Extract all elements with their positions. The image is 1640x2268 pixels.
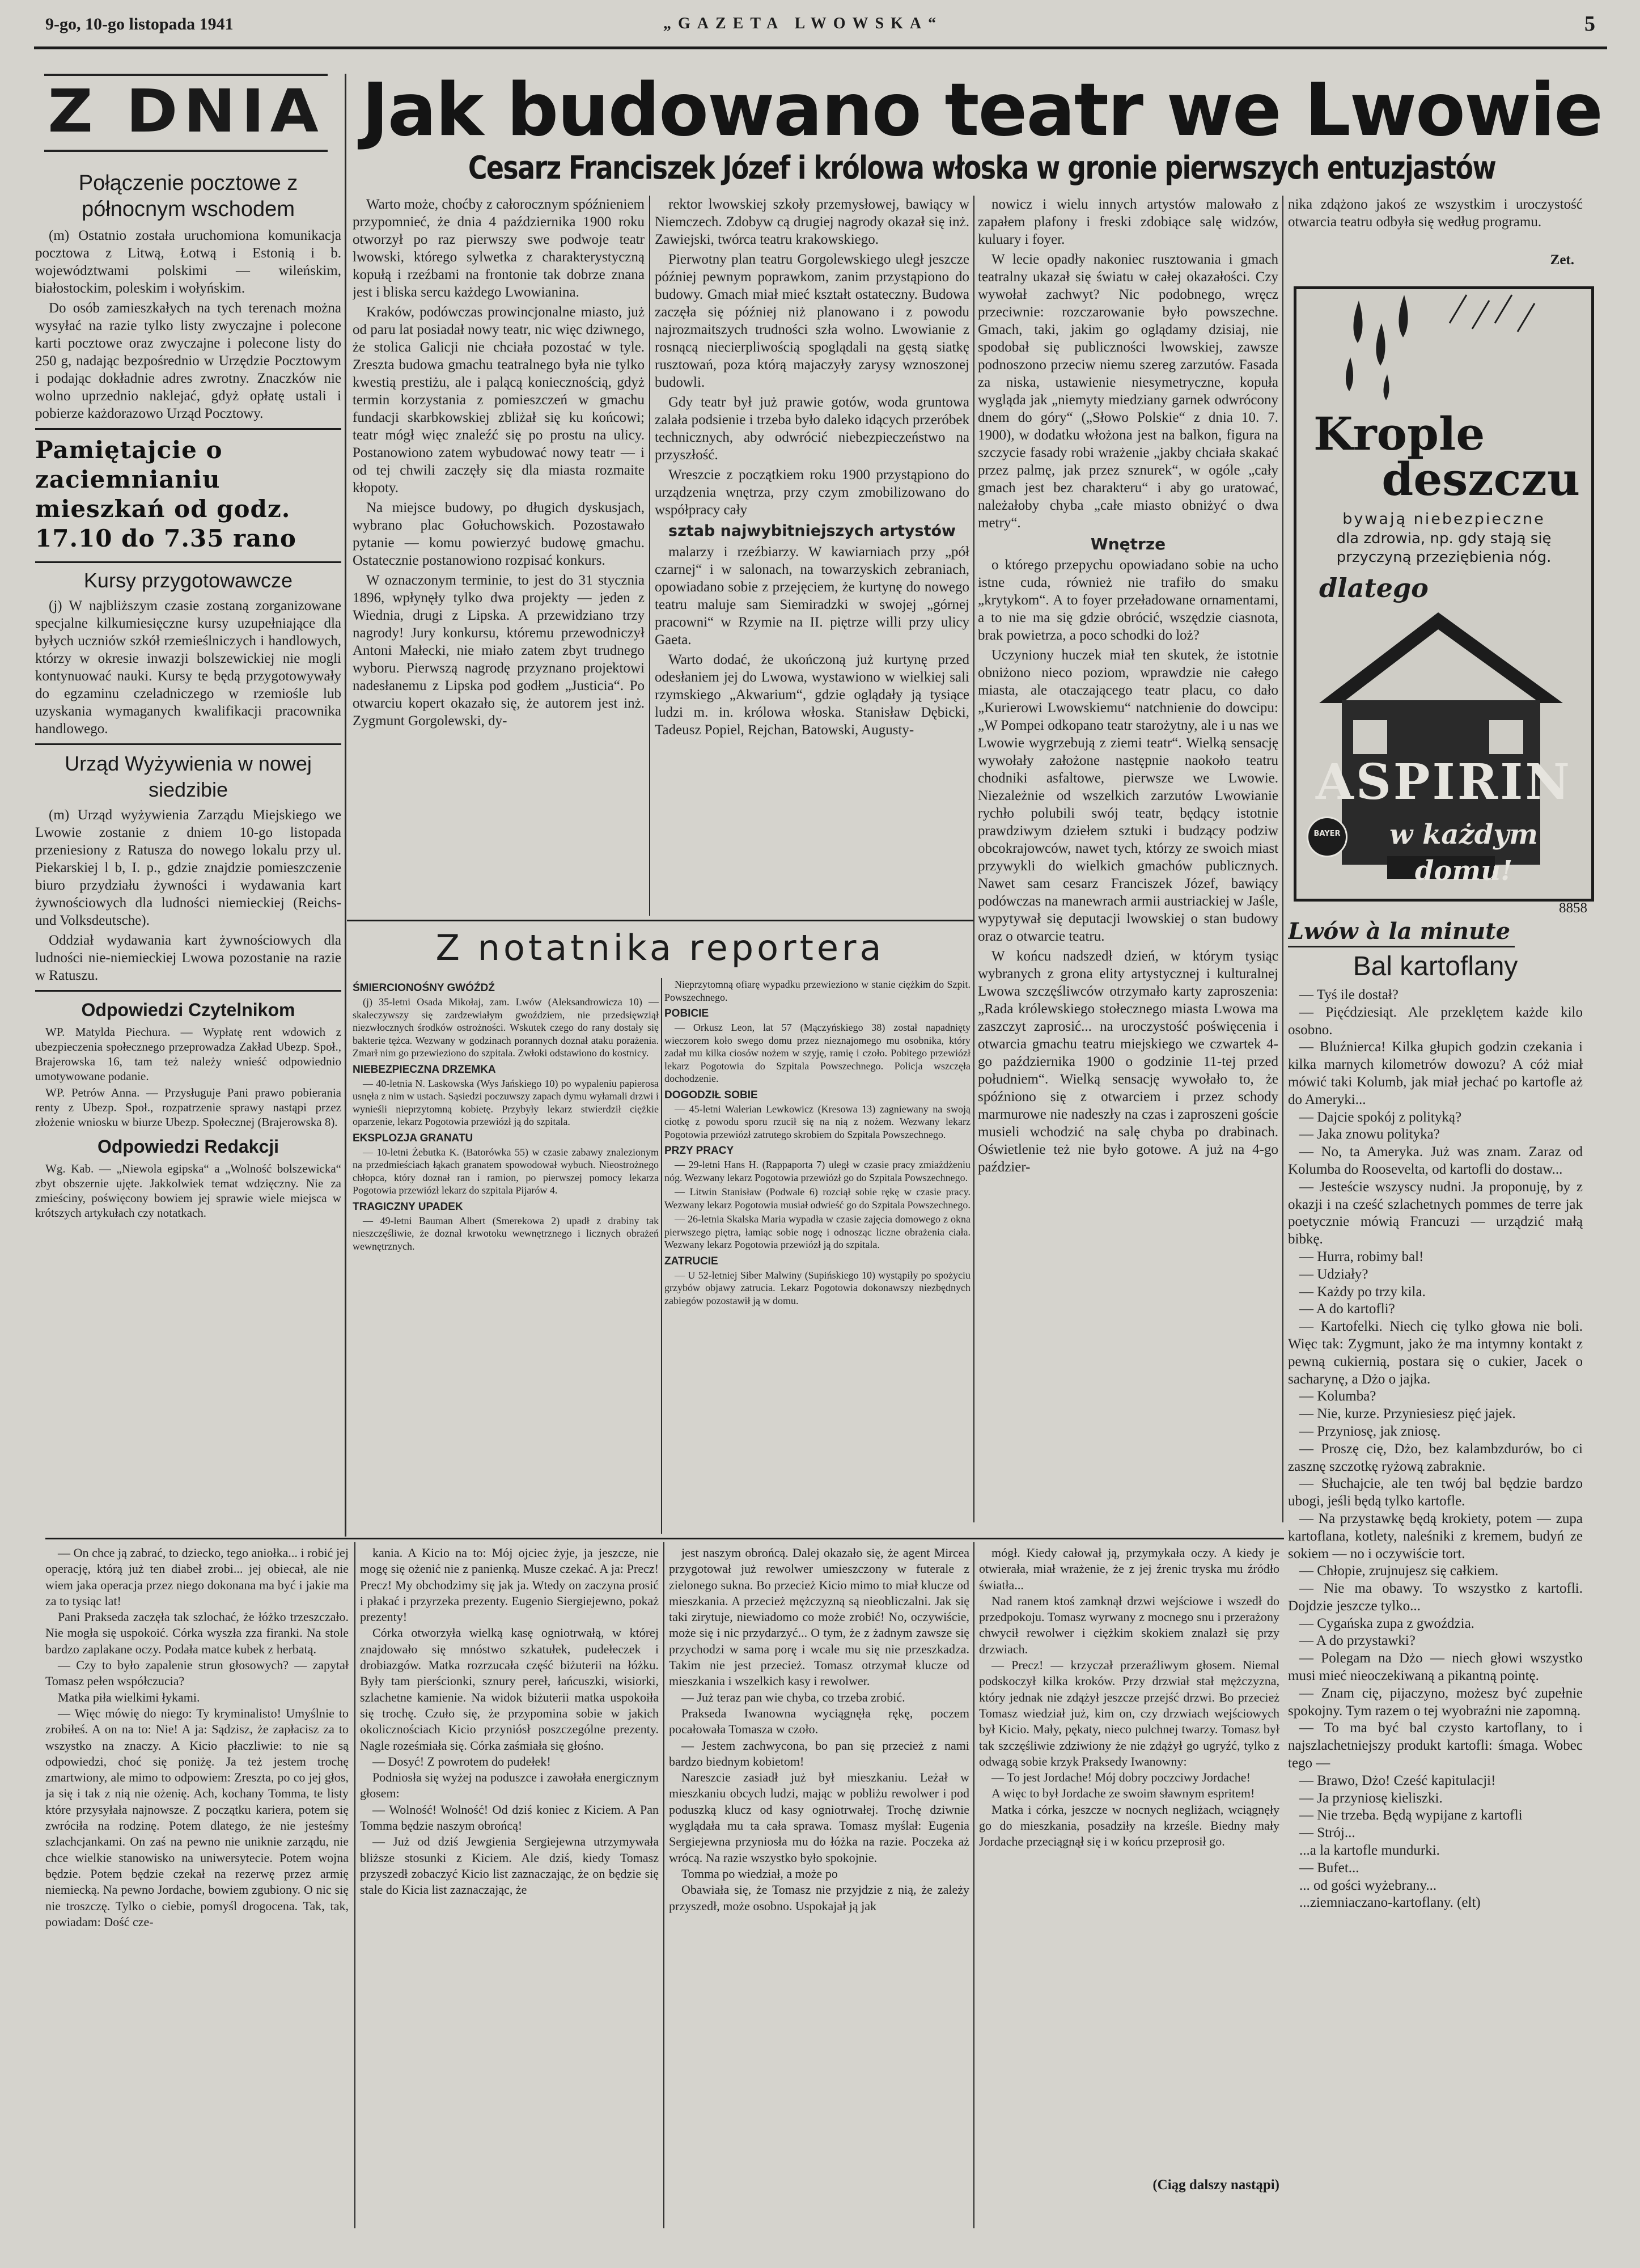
dialogue-line: ...a la kartofle mundurki. bbox=[1299, 1843, 1440, 1859]
serial-top-rule bbox=[45, 1538, 1284, 1539]
column-rule bbox=[345, 74, 346, 1537]
courses-headline: Kursy przygotowawcze bbox=[83, 569, 293, 592]
ad-brand: ASPIRIN bbox=[1315, 754, 1573, 811]
lead-col3-p1: nowicz i wielu innych artystów malowało z zapałem plafony i freski zdobiące salę widzów, kuluary i foyer. bbox=[978, 197, 1278, 247]
dialogue-line: — Brawo, Dżo! Cześć kapitulacji! bbox=[1299, 1772, 1496, 1788]
dialogue-line: — Jaka znowu polityka? bbox=[1299, 1127, 1440, 1143]
ad-line-3: przyczyną przeziębienia nóg. bbox=[1336, 549, 1552, 566]
dialogue-line: — No, ta Ameryka. Już was znam. Zaraz od Kolumba do Roosevelta, od kartofli do dostaw... bbox=[1288, 1144, 1583, 1177]
serial-c3-p7: Obawiała się, że Tomasz nie przyjdzie z nią, że zależy przyszedł, może osobno. Uspokajał ją jak bbox=[669, 1882, 969, 1913]
column-rule bbox=[661, 978, 662, 1534]
lead-column-2 bbox=[655, 196, 969, 916]
dialogue-line: — Jesteście wszyscy nudni. Ja proponuję, by z okazji i na cześć szlachetnych pommes de terre jak poetycznie mówią Francuzi — urządzić małą bibkę. bbox=[1288, 1179, 1583, 1247]
dialogue-line: — Nie trzeba. Będą wypijane z kartofli bbox=[1299, 1808, 1523, 1823]
dialogue-line: — Przyniosę, jak zniosę. bbox=[1299, 1423, 1441, 1439]
food-office-text-1: (m) Urząd wyżywienia Zarządu Miejskiego we Lwowie zostanie z dniem 10-go listopada przeniesiony z Ratusza do nowego lokalu przy ul. Piekarskiej l b, I. p., gdzie znajdzie pomieszczenie biuro przydziału żywności i wydawania kart żywnościowych dla ludności niemieckiej (Reichs- und Volksdeutsche). bbox=[35, 807, 341, 928]
report-heading: TRAGICZNY UPADEK bbox=[353, 1200, 463, 1213]
dialogue-line: — Znam cię, pijaczyno, możesz być zupełnie spokojny. Tym razem o tej wyobraźni nie zapomną. bbox=[1288, 1685, 1583, 1719]
report-text: — 49-letni Bauman Albert (Smerekowa 2) upadł z drabiny tak nieszczęśliwie, że doznał krwotoku wewnętrznego i licznych obrażeń wewnętrznych. bbox=[353, 1215, 659, 1252]
report-text: — Orkusz Leon, lat 57 (Mączyńskiego 38) został napadnięty wieczorem koło swego domu przez nieznajomego mu osobnika, który zadał mu kilka ciosów nożem w szyję, ramię i czoło. Pobitego przewiózł lekarz Pogotowia do Szpitala Powszechnego. Policja wszczęła dochodzenie. bbox=[664, 1022, 971, 1084]
serial-c2-p3: — Dosyć! Z powrotem do pudełek! bbox=[372, 1754, 551, 1768]
courses-text: (j) W najbliższym czasie zostaną zorganizowane specjalne kilkumiesięczne kursy uzupełniające dla byłych uczniów szkół rzemieślniczych i handlowych, którzy w okresie inwazji bolszewickiej nie mogli kontynuować nauki. Kursy te będą przygotowywały do egzaminu czeladniczego w rzemiośle lub uzyskania wymaganych kwalifikacji pracownika handlowego. bbox=[35, 598, 341, 737]
lead-col2-p1: rektor lwowskiej szkoły przemysłowej, bawiący w Niemczech. Zdobyw cą drugiej nagrody okazał się inż. Zawiejski, twórca teatru krakowskiego. bbox=[655, 197, 969, 247]
issue-date: 9-go, 10-go listopada 1941 bbox=[45, 15, 234, 33]
column-rule bbox=[649, 196, 650, 916]
lead-col2-p2: Pierwotny plan teatru Gorgolewskiego uległ jeszcze później pewnym poprawkom, zanim przystąpiono do budowy. Gmach miał mieć kształt ostateczny. Budowa zaczęła się później niż planowano i z powodu najrozmaitszych trudności szła wolno. Lwowianie z rosnącą niecierpliwością spoglądali na gęstą siatkę rusztowań, poza którą majaczyły zarysy wznoszonej budowli. bbox=[655, 252, 969, 390]
dialogue-line: — Dajcie spokój z polityką? bbox=[1299, 1109, 1462, 1125]
report-heading: PRZY PRACY bbox=[664, 1145, 734, 1157]
lead-column-3 bbox=[978, 196, 1278, 1525]
dialogue-line: — Bluźnierca! Kilka głupich godzin czekania i kilka marnych kilometrów dowozu? A cóż miał mówić taki Kolumb, jak miał jechać po kartofle aż do Ameryki... bbox=[1288, 1039, 1583, 1107]
dialogue-line: — Hurra, robimy bal! bbox=[1299, 1249, 1424, 1264]
page-header bbox=[45, 10, 1599, 44]
dialogue-line: — Strój... bbox=[1299, 1825, 1355, 1841]
dialogue-line: — Cygańska zupa z gwoździa. bbox=[1299, 1615, 1474, 1631]
lead-col1-p3: Na miejsce budowy, po długich dyskusjach, wybrano plac Gołuchowskich. Pozostawało pytanie — komu powierzyć budowę gmachu. Ostatecznie postanowiono rozpisać konkurs. bbox=[353, 500, 645, 568]
report-heading: NIEBEZPIECZNA DRZEMKA bbox=[353, 1063, 496, 1076]
lead-col1-p1: Warto może, choćby z całorocznym spóźnieniem przypomnieć, że dnia 4 października 1900 roku otworzył po raz pierwszy swe podwoje teatr lwowski, którego sylwetka z charakterystyczną kopułą i rzeźbami na frontonie tak dobrze znana jest i bliska sercu każdego Lwowianina. bbox=[353, 197, 645, 300]
report-heading: POBICIE bbox=[664, 1008, 709, 1019]
serial-c4-p6: Matka i córka, jeszcze w nocnych negliżach, wciągnęły go do mieszkania, posadziły na krześle. Biedny mały Jordache przeciągnął się i w końcu przeprosił go. bbox=[979, 1802, 1279, 1849]
lead-col4-p1: nika zdążono jakoś ze wszystkim i uroczystość otwarcia teatru odbyła się według programu. bbox=[1288, 197, 1583, 230]
reporter-column-1 bbox=[353, 978, 659, 1534]
report-text: — Litwin Stanisław (Podwale 6) rozciął sobie rękę w czasie pracy. Wezwany lekarz Pogotowia musiał odwieść go do Szpitala Powszechnego. bbox=[664, 1186, 971, 1211]
report-text: — 10-letni Żebutka K. (Batorówka 55) w czasie zabawy znalezionym na przedmieściach łąkach granatem spowodował wybuch. Nieostrożnego chłopca, który doznał ran i ramion, po pierwszej pomocy lekarza Pogotowia przewiózł lekarz do szpitala Pijarów 4. bbox=[353, 1146, 659, 1196]
reader-replies-headline: Odpowiedzi Czytelnikom bbox=[81, 1000, 295, 1020]
postal-text-2: Do osób zamieszkałych na tych terenach można wysyłać na razie tylko listy zwyczajne i polecone karti pocztowe oraz zwyczajne i polecone listy do 250 g, nadając bezpośrednio w Urzędzie Pocztowym i podając dokładnie adres zwrotny. Znaczków nie wolno uprzednio naklejać, gdyż opłatę ustali i pobierze każdorazowo Urząd Pocztowy. bbox=[35, 301, 341, 421]
dialogue-line: — To ma być bal czysto kartoflany, to i najszlachetniejszy produkt kartofli: śmaga. Wobec tego — bbox=[1288, 1720, 1583, 1771]
lead-subheadline: Cesarz Franciszek Józef i królowa włoska w gronie pierwszych entuzjastów bbox=[468, 150, 1496, 187]
serial-c2-p5: — Wolność! Wolność! Od dziś koniec z Kiciem. A Pan Tomma będzie naszym obrońcą! bbox=[360, 1802, 659, 1833]
serial-c4-p1: mógł. Kiedy całował ją, przymykała oczy. A kiedy je otwierała, miał wrażenie, że z jej źrenic tryska mu źródło światła... bbox=[979, 1546, 1279, 1592]
dialogue-line: — Nie ma obawy. To wszystko z kartofli. Dojdzie jeszcze tylko... bbox=[1288, 1581, 1583, 1614]
lead-col3-subhead: Wnętrze bbox=[1090, 535, 1166, 553]
divider bbox=[35, 561, 341, 563]
serial-c3-p4: — Jestem zachwycona, bo pan się przecież z nami bardzo biednym kobietom! bbox=[669, 1738, 969, 1768]
lead-author: Zet. bbox=[1550, 252, 1574, 268]
dialogue-line: ... od gości wyżebrany... bbox=[1299, 1877, 1437, 1893]
dialogue-line: — A do kartofli? bbox=[1299, 1301, 1395, 1317]
serial-c1-p4: Matka piła wielkimi łykami. bbox=[58, 1690, 200, 1704]
report-heading: ŚMIERCIONOŚNY GWÓŹDŹ bbox=[353, 982, 495, 994]
report-heading: ZATRUCIE bbox=[664, 1255, 718, 1267]
editor-reply-1: Wg. Kab. — „Niewola egipska“ a „Wolność bolszewicka“ zbyt obszernie ujęte. Jakkolwiek temat wdzięczny. Nie za zmieściny, poświęcony bowiem jej sprawie wiele miejsca w krótszych artykułach czy notatkach. bbox=[35, 1162, 341, 1220]
reader-reply-1: WP. Matylda Piechura. — Wypłatę rent wdowich z ubezpieczenia społecznego przeprowadza Zakład Ubezp. Społ., Brajerowska 16, tam też należy wnieść odpowiednio umotywowane podanie. bbox=[35, 1025, 341, 1083]
bayer-logo bbox=[1307, 816, 1347, 857]
z-dnia-logo bbox=[44, 74, 328, 152]
lead-col3-p3: o którego przepychu opowiadano sobie na ucho istne cuda, również nie trafiło do smaku „krytykom“. A to foyer przeładowane ornamentami, a to nie ma się gdzie obrócić, wszędzie ciasnota, brak powietrza, a poco schodki do loż? bbox=[978, 557, 1278, 643]
serial-column-1 bbox=[45, 1545, 349, 2228]
postal-headline: Połączenie pocztowe z północnym wschodem bbox=[78, 171, 298, 221]
dialogue-line: — Pięćdziesiąt. Ale przeklętem każde kilo osobno. bbox=[1288, 1004, 1583, 1038]
ad-line-1: bywają niebezpieczne bbox=[1342, 510, 1545, 528]
ad-code: 8858 bbox=[1559, 900, 1587, 916]
serial-c1-p2: Pani Prakseda zaczęła tak szlochać, że łóżko trzeszczało. Nie mogła się uspokoić. Córka wyszła zza firanki. Na stole bardzo zaplakane oczy. Podała matce kubek z herbatą. bbox=[45, 1610, 349, 1656]
divider bbox=[347, 920, 973, 921]
logo-text: Z DNIA bbox=[48, 77, 324, 146]
serial-c1-p1: — On chce ją zabrać, to dziecko, tego aniołka... i robić jej operację, którą już ten diabeł zrobi... jej obiecał, ale nie wiem jaka operacja przez niego dokonana ma być i jakie ma za to tysiąc lat! bbox=[45, 1546, 349, 1608]
serial-c1-p5: — Więc mówię do niego: Ty kryminalisto! Umyślnie to zrobiłeś. A on na to: Nie! A ja: Sądzisz, że zapłacisz za to wszystko na znaczy. A Kicio płaczliwie: to nie są odpowiedzi, choć się poniżę. Ja też jestem trochę zmartwiony, ale mimo to odpowiem: Zreszta, po co jej głos, ja się i tak z nią nie ożenię. Ach, kochany Tomma, te listy które przysyłała najnowsze. Z początku kariera, potem się zwróciła na rodzinę. Potem dlatego, że nie jesteśmy szlachcjankami. On zaś na pewno nie uniknie zarządu, nie chce wielkie stanowisko na uniwersytecie. Potem wojna będzie. Potem będzie czekał na rezerwę przez armię niemiecką. Na pewno Jordache, bowiem zgubiony. O nic się nie troszczę. Tylko o ciebie, pomyśl drogocena. Tak, tak, powiadam: Dość cze- bbox=[45, 1706, 349, 1929]
dialogue-line: — Polegam na Dżo — niech głowi wszystko musi mieć nieoczekiwaną a pikantną pointę. bbox=[1288, 1651, 1583, 1684]
divider bbox=[35, 990, 341, 992]
ad-title-2: deszczu bbox=[1382, 452, 1580, 506]
serial-column-4 bbox=[979, 1545, 1279, 2174]
rain-drops-icon bbox=[1296, 289, 1591, 408]
serial-c4-p3: — Precz! — krzyczał przeraźliwym głosem. Niemal podskoczył kilka kroków. Przy drzwiał stał mężczyzna, który jednak nie zdążył jeszcze przejść drzwi. Bo przecież Tomasz wiedział już, kim on, czy drzwiach wejściowych był Kicio. Mały, pękaty, nieco pulchnej twarzy. Tomasz był tak szczęśliwie zdziwiony że nie zdążył go ugryźć, tylko z odwagą sobie krzyk Praksedy Iwanowny: bbox=[979, 1658, 1279, 1768]
lead-col1-p2: Kraków, podówczas prowincjonalne miasto, już od paru lat posiadał nowy teatr, nic więc dziwnego, że stolica Galicji nie chciała pozostać w tyle. Zreszta budowa gmachu teatralnego była nie tylko kwestią prestiżu, ale i palącą koniecznością, gdyż termin korzystania z pomieszczeń w gmachu fundacji skarbkowskiej zbliżał się ku końcowi; teatr mógł więc znaleźć się po prostu na ulicy. Postanowiono zatem wybudować nowy teatr — i od tej chwili zaczęły się dla miasta rozmaite kłopoty. bbox=[353, 304, 645, 496]
dialogue-line: — Bufet... bbox=[1299, 1860, 1359, 1876]
blackout-notice: Pamiętajcie o zaciemnianiu mieszkań od godz. 17.10 do 7.35 rano bbox=[35, 436, 296, 552]
reporter-title: Z notatnika reportera bbox=[435, 927, 885, 968]
serial-c3-p2: — Już teraz pan wie chyba, co trzeba zrobić. bbox=[681, 1690, 905, 1704]
column-rule bbox=[1282, 196, 1283, 1522]
serial-column-2 bbox=[360, 1545, 659, 2228]
food-office-headline: Urząd Wyżywienia w nowej siedzibie bbox=[65, 752, 312, 801]
left-column bbox=[35, 170, 341, 1503]
lead-col1-p4: W oznaczonym terminie, to jest do 31 stycznia 1896, wpłynęły tylko dwa projekty — jeden z Wiednia, drugi z Lipska. A przewidziano trzy nagrody! Jury konkursu, któremu przewodniczył Antoni Małecki, nie miało zatem zbyt trudnego wyboru. Pierwszą nagrodę przyznano projektowi nadesłanemu z Lipska pod godłem „Justicia“. Po otwarciu kopert okazało się, że autorem jest inż. Zygmunt Gorgolewski, dy- bbox=[353, 573, 645, 729]
paper-name: „GAZETA LWOWSKA“ bbox=[663, 15, 943, 32]
serial-c4-p5: A więc to był Jordache ze swoim sławnym espritem! bbox=[991, 1786, 1255, 1801]
dialogue-line: — Chłopie, zrujnujesz się całkiem. bbox=[1299, 1563, 1499, 1579]
reporter-column-2 bbox=[664, 978, 971, 1534]
dialogue-line: — Udziały? bbox=[1299, 1266, 1368, 1282]
report-text: Nieprzytomną ofiarę wypadku przewieziono w stanie ciężkim do Szpit. Powszechnego. bbox=[664, 979, 971, 1003]
dialogue-line: — Kolumba? bbox=[1299, 1389, 1376, 1404]
header-rule bbox=[34, 46, 1607, 49]
serial-c4-p2: Nad ranem ktoś zamknął drzwi wejściowe i wszedł do przedpokoju. Tomasz wyrwany z mocnego snu i przerażony chwycił rewolwer i ciężkim skokiem znalazł się przy drzwiach. bbox=[979, 1593, 1279, 1656]
column-rule bbox=[973, 196, 974, 1522]
postal-text-1: (m) Ostatnio została uruchomiona komunikacja pocztowa z Litwą, Łotwą i Estonią i b. województwami polskimi — wileńskim, białostockim, poleskim i wołyńskim. bbox=[35, 228, 341, 296]
lwow-body bbox=[1288, 987, 1583, 2262]
lead-col3-p2: W lecie opadły nakoniec rusztowania i gmach teatralny ukazał się światu w całej okazałości. Czy wywołał zachwyt? Nic podobnego, wręcz przeciwnie: rozczarowanie było powszechne. Gmach, taki, jakim go oglądamy dzisiaj, nie spodobał się publiczności lwowskiej, zawsze podnoszono przeciw niemu szereg zarzutów. Fasada za niska, ustawienie niesymetryczne, kopuła wygląda jak „niemyty miedziany garnek odwrócony dnem do góry“ („Słowo Polskie“ z dnia 10. 7. 1900), w dodatku włożona jest na balkon, figura na szczycie fasady robi wrażenie „jakby chciała skakać przez palmę, jak przez sznurek“, w ogóle „cały gmach jest bez charakteru“ i aby go uratować, należałoby chyba „całe miasto obniżyć o dwa metry“. bbox=[978, 252, 1278, 531]
serial-c2-p2: Córka otworzyła wielką kasę ogniotrwałą, w której znajdowało się mnóstwo szkatułek, pudełeczek i drobiazgów. Matka rozrzucała część biżuterii na łóżku. Były tam pierścionki, sznury pereł, łańcuszki, wisiorki, szlachetne kamienie. Na widok biżuterii matka uspokoiła się trochę. Czuło się, że przypomina sobie w jakich okolicznościach Kicio przyniósł poszczególne prezenty. Nagle roześmiała się. Córka zaśmiała się głośno. bbox=[360, 1626, 659, 1753]
report-text: — 40-letnia N. Laskowska (Wys Jańskiego 10) po wypaleniu papierosa usnęła z nim w ustach. Sąsiedzi poczuwszy zapach dymu wyłamali drzwi i wynieśli nieprzytomną kobietę. Przybyły lekarz stwierdził ciężkie oparzenie, lekarz Pogotowia przewiózł ją do szpitala. bbox=[353, 1077, 659, 1127]
lwow-heading: Lwów à la minute bbox=[1288, 917, 1515, 947]
dialogue-line: — Proszę cię, Dżo, bez kalambzdurów, bo ci zasznę szczotkę ryżową zabraknie. bbox=[1288, 1441, 1583, 1474]
ad-line-2: dla zdrowia, np. gdy stają się bbox=[1336, 530, 1552, 547]
page-number: 5 bbox=[1584, 12, 1595, 36]
column-rule bbox=[663, 1542, 664, 2228]
lwow-title: Bal kartoflany bbox=[1353, 951, 1518, 981]
ad-slogan: w każdym domu! bbox=[1389, 819, 1538, 887]
serial-column-3 bbox=[669, 1545, 969, 2228]
bayer-text: BAYER bbox=[1313, 830, 1341, 838]
dialogue-line: ...ziemniaczano-kartoflany. (elt) bbox=[1299, 1895, 1481, 1911]
serial-continued: (Ciąg dalszy nastąpi) bbox=[1152, 2177, 1279, 2193]
serial-c2-p1: kania. A Kicio na to: Mój ojciec żyje, ja jeszcze, nie mogę się ożenić nie z panienką. Musze czekać. A ja: Precz! Precz! My obchodzimy się jak ja. Wtedy on zaczyna prosić i płakać i przyrzeka prezenty. Eugenio Siergiejewno, pokaż prezenty! bbox=[360, 1546, 659, 1624]
lead-column-1 bbox=[353, 196, 645, 916]
report-heading: EKSPLOZJA GRANATU bbox=[353, 1132, 473, 1144]
column-rule bbox=[354, 1542, 355, 2228]
lead-col2-p4: Wreszcie z początkiem roku 1900 przystąpiono do urządzenia wnętrza, przy czym zmobilizowano do współpracy cały bbox=[655, 467, 969, 518]
serial-c2-p6: — Już od dziś Jewgienia Sergiejewna utrzymywała bliższe stosunki z Kiciem. Ale dziś, kiedy Tomasz przyszedł zobaczyć Kicio list zaznaczając, że on będzie się stale do Kicia list zaznaczając, że bbox=[360, 1834, 659, 1897]
food-office-text-2: Oddział wydawania kart żywnościowych dla ludności nie-niemieckiej Lwowa pozostanie na razie w Ratuszu. bbox=[35, 933, 341, 983]
dialogue-line: — Słuchajcie, ale ten twój bal będzie bardzo ubogi, jeśli będą tylko kartofle. bbox=[1288, 1476, 1583, 1509]
ad-title-1: Krople bbox=[1313, 407, 1485, 460]
serial-c3-p1: jest naszym obrońcą. Dalej okazało się, że agent Mircea przygotował już rewolwer umieszczony w futerale z zielonego sukna. Bo przecież Kicio mimo to miał klucze od mieszkania. A przecież mężczyzną są nieobliczalni. Jak się taki zirytuje, niewiadomo co może zrobić! No, oczywiście, może się i nic przydarzyć... O tym, że z żadnym zawsze się przychodzi w sama porę i wcale mu się nie przeszkadza. Takim nie jest przecież. Tomasz otrzymał klucze od mieszkania i wszelkich kasy i rewolwer. bbox=[669, 1546, 969, 1689]
serial-c3-p6: Tomma po wiedział, a może po bbox=[681, 1866, 838, 1881]
lead-column-4 bbox=[1288, 196, 1583, 252]
dialogue-line: — Każdy po trzy kila. bbox=[1299, 1284, 1426, 1300]
editor-replies-headline: Odpowiedzi Redakcji bbox=[97, 1136, 279, 1157]
lead-col3-p5: W końcu nadszedł dzień, w którym tysiąc wybranych z grona elity artystycznej i kulturalnej Lwowa szczęśliwców otrzymało karty zaproszenia: „Rada królewskiego stołecznego miasta Lwowa ma zaszczyt zaprosić... na uroczystość poświęcenia i otwarcia gmachu teatru miejskiego we czwartek 4-go października 1900 o godzinie 11-tej przed południem“. Wielką sensację wywołało to, że spóźniono się z otwarciem i przez schody marmurowe nie nadeszły na czas i zaproszeni goście musieli wchodzić na salę chyba po drabinach. Oświetlenie też nie było gotowe. A już na 4-go paździer- bbox=[978, 949, 1278, 1175]
dialogue-line: — Nie, kurze. Przyniesiesz pięć jajek. bbox=[1299, 1406, 1516, 1422]
report-text: — U 52-letniej Siber Malwiny (Supińskiego 10) wystąpiły po spożyciu grzybów objawy zatrucia. Lekarz Pogotowia dokonawszy niezbędnych zabiegów pozostawił ją w domu. bbox=[664, 1269, 971, 1306]
dialogue-line: — Tyś ile dostał? bbox=[1299, 987, 1399, 1002]
dialogue-line: — A do przystawki? bbox=[1299, 1633, 1416, 1649]
divider bbox=[35, 428, 341, 430]
serial-c2-p4: Podniosła się wyżej na poduszce i zawołała energicznym głosem: bbox=[360, 1770, 659, 1801]
aspirin-ad bbox=[1294, 286, 1594, 902]
lead-col2-subhead: sztab najwybitniejszych artystów bbox=[668, 522, 956, 540]
serial-c4-p4: — To jest Jordache! Mój dobry poczciwy Jordache! bbox=[991, 1770, 1251, 1785]
report-text: — 45-letni Walerian Lewkowicz (Kresowa 13) zagniewany na swoją ciotkę z powodu sporu rzucił się na nią z nożem. Wezwany lekarz Pogotowia przewiózł zatrutego skrobiem do Szpitala Powszechnego. bbox=[664, 1103, 971, 1140]
divider bbox=[35, 743, 341, 745]
report-text: — 26-letnia Skalska Maria wypadła w czasie zajęcia domowego z okna pierwszego piętra, łamiąc sobie nogę i odnosząc liczne obrażenia ciała. Wezwany lekarz Pogotowia przewiózł ją do szpitala. bbox=[664, 1213, 971, 1250]
ad-script: dlatego bbox=[1319, 573, 1429, 603]
report-text: — 29-letni Hans H. (Rappaporta 7) uległ w czasie pracy zmiażdżeniu nóg. Wezwany lekarz Pogotowia przewiózł go do Szpitala Powszechnego. bbox=[664, 1159, 971, 1183]
lead-col2-p6: Warto dodać, że ukończoną już kurtynę przed odesłaniem jej do Lwowa, wystawiono w wielkiej sali rzymskiego „Akwarium“, gdzie oglądały ją tysiące ludzi m. in. królowa włoska. Stanisław Dębicki, Tadeusz Popiel, Rejchan, Batowski, Augusty- bbox=[655, 652, 969, 738]
reader-reply-2: WP. Petrów Anna. — Przysługuje Pani prawo pobierania renty z Ubezp. Społ., rozpatrzenie sprawy nastąpi przez złożenie wniosku w biurze Ubezp. Społecznej (Brajerowska 8). bbox=[35, 1086, 341, 1129]
lead-col2-p5: malarzy i rzeźbiarzy. W kawiarniach przy „pół czarnej“ i w salonach, na towarzyskich zebraniach, opowiadano sobie z przejęciem, że kurtynę do nowego teatru maluje sam Siemiradzki w swojej „górnej pracowni“ w Rzymie na II. piętrze willi przy ulicy Gaeta. bbox=[655, 544, 969, 648]
lead-headline: Jak budowano teatr we Lwowie bbox=[362, 68, 1602, 153]
dialogue-line: — Ja przyniosę kieliszki. bbox=[1299, 1790, 1443, 1806]
dialogue-line: — Na przystawkę będą krokiety, potem — zupa kartoflana, kotlety, naleśniki z kremem, budyń ze sokiem — no i oczywiście tort. bbox=[1288, 1510, 1583, 1562]
lead-col2-p3: Gdy teatr był już prawie gotów, woda gruntowa zalała podsienie i trzeba było daleko idących przeróbek technicznych, aby odwrócić niebezpieczeństwo na przyszłość. bbox=[655, 395, 969, 463]
report-heading: DOGODZIŁ SOBIE bbox=[664, 1089, 758, 1101]
column-rule bbox=[973, 1542, 974, 2228]
lead-col3-p4: Uczyniony huczek miał ten skutek, że istotnie obniżono nieco poziom, wprawdzie nie całego miasta, ale otaczającego teatr placu, co dało „Kurierowi Lwowskiemu“ natchnienie do dowcipu: „W Pompei odkopano teatr starożytny, ale i u nas we Lwowie wygrzebują z ziemi teatr“. Wielką sensację wywołały założone następnie naokoło teatru chodniki asfaltowe, pierwsze we Lwowie. Niezależnie od wszelkich zarzutów Lwowianie rychło polubili swój teatr, będący istotnie prawdziwym dziełem sztuki i budzący podziw obcokrajowców, nawet tych, którzy ze swoich miast przywykli do wielkich gmachów publicznych. Nawet sam cesarz Franciszek Józef, bawiący podówczas na manewrach armii austriackiej w Jaśle, wypytywał się deputacji lwowskiej o stan budowy oraz o otwarcie teatru. bbox=[978, 648, 1278, 944]
report-text: (j) 35-letni Osada Mikołaj, zam. Lwów (Aleksandrowicza 10) — skaleczywszy się zardzewiałym gwoździem, nie przedsięwziął niezwłocznych środków ostrożności. Wskutek czego do rany dostały się bakterie tężca. Wezwany w godzinach porannych doznał ataku porażenia. Zmarł nim go przewieziono do szpitala. Zwłoki odstawiono do kostnicy. bbox=[353, 996, 659, 1059]
dialogue-line: — Kartofelki. Niech cię tylko głowa nie boli. Więc tak: Zygmunt, jako że ma intymny kontakt z pewną cukiernią, postara się o cukier, Jacek o sacharynę, a Dżo o jajka. bbox=[1288, 1319, 1583, 1387]
serial-c3-p5: Nareszcie zasiadł już był mieszkaniu. Leżał w mieszkaniu obcych ludzi, mając w pobliżu rewolwer i pod poduszką klucz od kasy ogniotrwałej. Trochę dziwnie wyglądała mu ta cała sprawa. Tomasz myślał: Eugenia Sergiejewna przyniosła mu do łóżka na razie. Poczeka aż wrócą. Na razie wszystko było spokojnie. bbox=[669, 1770, 969, 1865]
serial-c1-p3: — Czy to było zapalenie strun głosowych? — zapytał Tomasz pełen współczucia? bbox=[45, 1658, 349, 1689]
serial-c3-p3: Prakseda Iwanowna wyciągnęła rękę, poczem pocałowała Tomasza w czoło. bbox=[669, 1706, 969, 1737]
